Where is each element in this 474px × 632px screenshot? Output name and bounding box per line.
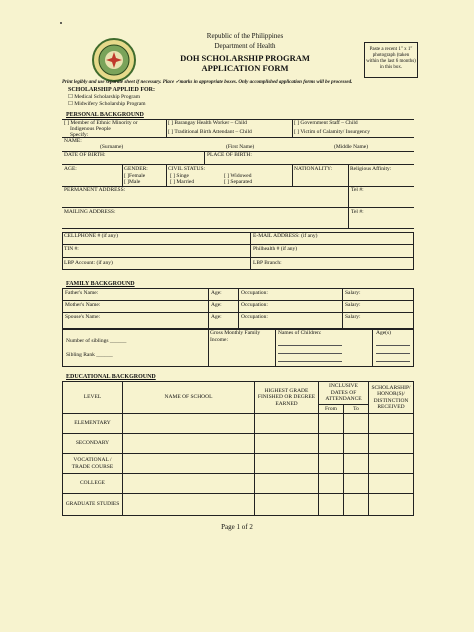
form-title-line2: APPLICATION FORM: [201, 63, 289, 73]
grade-cell[interactable]: [255, 414, 319, 434]
spouse-age-cell[interactable]: [209, 313, 239, 329]
education-table: [62, 381, 414, 516]
grade-cell[interactable]: [255, 494, 319, 516]
school-cell[interactable]: [123, 414, 255, 434]
mother-age-cell[interactable]: [209, 301, 239, 313]
from-cell[interactable]: [319, 454, 344, 474]
to-cell[interactable]: [344, 474, 369, 494]
family-table: [62, 288, 414, 329]
tin-label: TIN #:: [64, 246, 79, 252]
school-cell[interactable]: [123, 454, 255, 474]
father-salary-cell[interactable]: [343, 289, 414, 301]
school-cell[interactable]: [123, 474, 255, 494]
pob-label: PLACE OF BIRTH:: [207, 152, 252, 158]
ages-label: Age(s): [376, 330, 391, 336]
mother-salary-cell[interactable]: [343, 301, 414, 313]
age-label: Age:: [211, 290, 222, 296]
permanent-address-label: PERMANENT ADDRESS:: [64, 187, 126, 193]
level-elementary: ELEMENTARY: [63, 414, 123, 434]
father-name-cell[interactable]: [63, 289, 209, 301]
to-cell[interactable]: [344, 494, 369, 516]
lbp-account-label: LBP Account: (if any): [64, 260, 113, 266]
lbp-branch-label: LBP Branch:: [253, 260, 282, 266]
mother-name-cell[interactable]: [63, 301, 209, 313]
occupation-label: Occupation:: [241, 314, 268, 320]
level-header: LEVEL: [63, 382, 123, 414]
honors-cell[interactable]: [369, 414, 414, 434]
grade-cell[interactable]: [255, 454, 319, 474]
form-title-line1: DOH SCHOLARSHIP PROGRAM: [180, 53, 310, 63]
gross-income-label: Gross Monthly Family Income:: [210, 330, 261, 343]
male-checkbox[interactable]: [ ]Male: [124, 179, 141, 185]
gov-staff-checkbox[interactable]: [ ] Government Staff – Child: [294, 120, 358, 126]
surname-label: (Surname): [100, 144, 124, 150]
bhw-checkbox[interactable]: [ ] Barangay Health Worker – Child: [168, 120, 247, 126]
stray-mark: [60, 22, 62, 24]
father-age-cell[interactable]: [209, 289, 239, 301]
photo-box-line: photograph (taken: [372, 53, 410, 58]
grade-cell[interactable]: [255, 474, 319, 494]
level-graduate: GRADUATE STUDIES: [63, 494, 123, 516]
honors-cell[interactable]: [369, 434, 414, 454]
salary-label: Salary:: [345, 314, 361, 320]
salary-label: Salary:: [345, 290, 361, 296]
from-header: From: [319, 404, 344, 414]
spouse-occupation-cell[interactable]: [239, 313, 343, 329]
mailing-address-label: MAILING ADDRESS:: [64, 209, 116, 215]
father-occupation-cell[interactable]: [239, 289, 343, 301]
to-cell[interactable]: [344, 414, 369, 434]
separated-checkbox[interactable]: [ ] Separated: [224, 179, 253, 185]
religious-label: Religious Affinity:: [350, 166, 392, 172]
age-label: Age:: [211, 314, 222, 320]
name-label: NAME:: [64, 138, 82, 144]
spouse-name-cell[interactable]: [63, 313, 209, 329]
spouse-salary-cell[interactable]: [343, 313, 414, 329]
cellphone-label: CELLPHONE # (if any): [64, 233, 118, 239]
scholarship-heading: SCHOLARSHIP APPLIED FOR:: [68, 87, 156, 93]
tel-label-mailing: Tel #:: [351, 209, 364, 215]
dates-header: INCLUSIVE DATES OF ATTENDANCE: [319, 382, 369, 405]
to-cell[interactable]: [344, 454, 369, 474]
civil-status-label: CIVIL STATUS:: [168, 166, 206, 172]
doh-seal-icon: [92, 38, 136, 82]
page-number: Page 1 of 2: [221, 523, 253, 531]
middle-name-label: (Middle Name): [334, 144, 369, 150]
honors-cell[interactable]: [369, 494, 414, 516]
medical-checkbox[interactable]: ☐ Medical Scholarship Program: [68, 94, 140, 100]
republic-text: Republic of the Philippines: [206, 32, 284, 40]
level-college: COLLEGE: [63, 474, 123, 494]
female-checkbox[interactable]: [ ]Female: [124, 173, 146, 179]
highest-grade-header: HIGHEST GRADE FINISHED OR DEGREE EARNED: [255, 382, 319, 414]
gender-label: GENDER:: [124, 166, 148, 172]
personal-heading: PERSONAL BACKGROUND: [66, 112, 144, 118]
school-header: NAME OF SCHOOL: [123, 382, 255, 414]
widowed-checkbox[interactable]: [ ] Widowed: [224, 173, 252, 179]
honors-header: SCHOLARSHIP/ HONOR(S)/ DISTINCTION RECEIVED: [369, 382, 414, 414]
occupation-label: Occupation:: [241, 290, 268, 296]
education-heading: EDUCATIONAL BACKGROUND: [66, 374, 156, 380]
photo-box-line: in this box.: [379, 65, 403, 70]
ethnic-minority-checkbox[interactable]: [ ] Member of Ethnic Minority or: [64, 120, 138, 126]
single-checkbox[interactable]: [ ] Singe: [170, 173, 189, 179]
from-cell[interactable]: [319, 414, 344, 434]
instructions: Print legibly and use separate sheet if necessary. Place ✓marks in appropriate boxes. Only accomplished application forms will be processed.: [62, 80, 353, 85]
photo-box-line: Paste a recent 1" x 1": [369, 47, 413, 52]
level-vocational: VOCATIONAL / TRADE COURSE: [63, 454, 123, 474]
philhealth-label: Philhealth # (if any): [253, 246, 298, 252]
school-cell[interactable]: [123, 434, 255, 454]
children-label: Names of Children:: [278, 330, 322, 336]
photo-box-line: within the last 6 months): [366, 59, 416, 64]
spouse-label: Spouse's Name:: [65, 314, 101, 320]
victim-checkbox[interactable]: [ ] Victim of Calamity/ Insurgency: [294, 129, 370, 135]
department-text: Department of Health: [214, 42, 276, 50]
to-header: To: [344, 404, 369, 414]
sibling-rank-field[interactable]: Sibling Rank ______: [66, 352, 113, 358]
tel-label: Tel #:: [351, 187, 364, 193]
first-name-label: (First Name): [226, 144, 255, 150]
email-label: E-MAIL ADDRESS: (if any): [253, 233, 318, 239]
family-heading: FAMILY BACKGROUND: [66, 281, 135, 287]
tba-checkbox[interactable]: [ ] Traditional Birth Attendant – Child: [168, 129, 252, 135]
age-label: Age:: [211, 302, 222, 308]
age-label: AGE:: [64, 166, 77, 172]
grade-cell[interactable]: [255, 434, 319, 454]
mother-label: Mother's Name:: [65, 302, 101, 308]
from-cell[interactable]: [319, 434, 344, 454]
mother-occupation-cell[interactable]: [239, 301, 343, 313]
specify-label: Specify:: [70, 132, 89, 138]
siblings-field[interactable]: Number of siblings ______: [66, 338, 127, 344]
dob-label: DATE OF BIRTH:: [64, 152, 106, 158]
indigenous-label: Indigenous People: [70, 126, 111, 132]
level-secondary: SECONDARY: [63, 434, 123, 454]
married-checkbox[interactable]: [ ] Married: [170, 179, 195, 185]
salary-label: Salary:: [345, 302, 361, 308]
honors-cell[interactable]: [369, 474, 414, 494]
from-cell[interactable]: [319, 474, 344, 494]
father-label: Father's Name:: [65, 290, 99, 296]
from-cell[interactable]: [319, 494, 344, 516]
midwifery-checkbox[interactable]: ☐ Midwifery Scholarship Program: [68, 101, 146, 107]
photo-box[interactable]: [364, 42, 418, 78]
to-cell[interactable]: [344, 434, 369, 454]
honors-cell[interactable]: [369, 454, 414, 474]
school-cell[interactable]: [123, 494, 255, 516]
nationality-label: NATIONALITY:: [294, 166, 332, 172]
occupation-label: Occupation:: [241, 302, 268, 308]
